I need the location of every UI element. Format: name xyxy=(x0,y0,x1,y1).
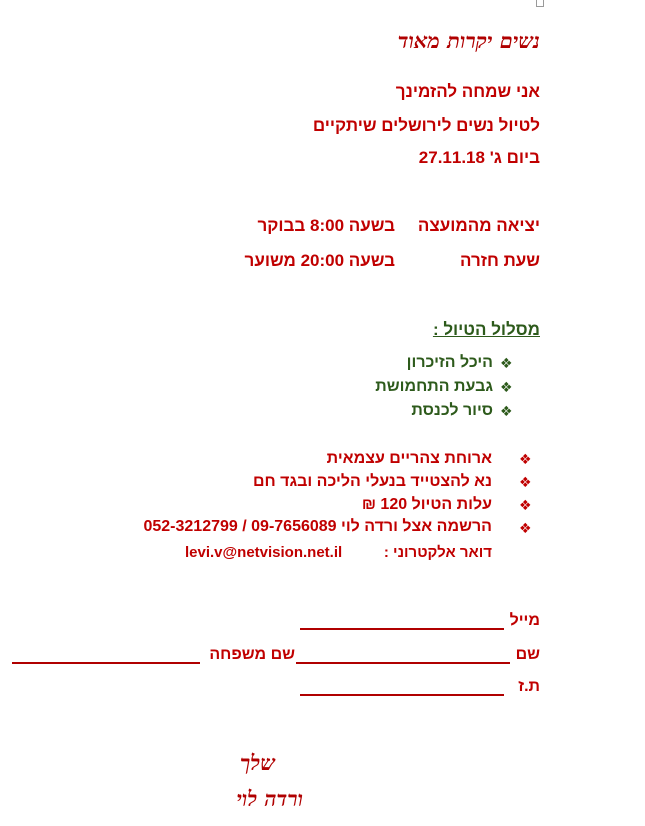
return-time: בשעה 20:00 משוער xyxy=(244,251,395,270)
form-first-name-label: שם xyxy=(515,646,540,663)
form-last-name-label: שם משפחה xyxy=(209,646,295,663)
route-item-2: גבעת התחמושת xyxy=(375,378,493,395)
route-heading: מסלול הטיול : xyxy=(432,320,540,339)
departure-time: בשעה 8:00 בבוקר xyxy=(257,216,395,235)
greeting-title: נשים יקרות מאוד xyxy=(397,28,540,53)
note-registration: הרשמה אצל ורדה לוי 09-7656089 / 052-3212799 xyxy=(143,518,492,535)
route-item-1: היכל הזיכרון xyxy=(406,354,493,371)
diamond-bullet-icon: ❖ xyxy=(519,520,532,536)
diamond-bullet-icon: ❖ xyxy=(519,474,532,490)
first-name-field-line[interactable] xyxy=(296,662,510,664)
invitation-line-1: אני שמחה להזמינך xyxy=(395,82,540,101)
departure-label: יציאה מהמועצה xyxy=(417,216,540,235)
diamond-bullet-icon: ❖ xyxy=(500,379,513,395)
diamond-bullet-icon: ❖ xyxy=(519,497,532,513)
diamond-bullet-icon: ❖ xyxy=(500,355,513,371)
page-marker-icon xyxy=(536,0,544,7)
form-email-label: מייל xyxy=(509,612,540,629)
note-cost: עלות הטיול 120 ₪ xyxy=(361,496,492,513)
return-label: שעת חזרה xyxy=(459,251,540,270)
diamond-bullet-icon: ❖ xyxy=(500,403,513,419)
diamond-bullet-icon: ❖ xyxy=(519,451,532,467)
email-field-line[interactable] xyxy=(300,628,504,630)
note-shoes: נא להצטייד בנעלי הליכה ובגד חם xyxy=(253,473,492,490)
email-label: דואר אלקטרוני : xyxy=(383,544,492,561)
invitation-line-2: לטיול נשים לירושלים שיתקיים xyxy=(312,116,540,135)
route-item-3: סיור לכנסת xyxy=(411,402,493,419)
form-id-label: ת.ז xyxy=(518,678,540,695)
last-name-field-line[interactable] xyxy=(12,662,200,664)
contact-email-link[interactable]: levi.v@netvision.net.il xyxy=(185,544,343,561)
signature-name: ורדה לוי xyxy=(236,786,303,811)
id-field-line[interactable] xyxy=(300,694,504,696)
signature-closing: שלך xyxy=(239,750,275,775)
note-lunch: ארוחת צהריים עצמאית xyxy=(326,450,492,467)
invitation-date: ביום ג' 27.11.18 xyxy=(418,148,540,167)
